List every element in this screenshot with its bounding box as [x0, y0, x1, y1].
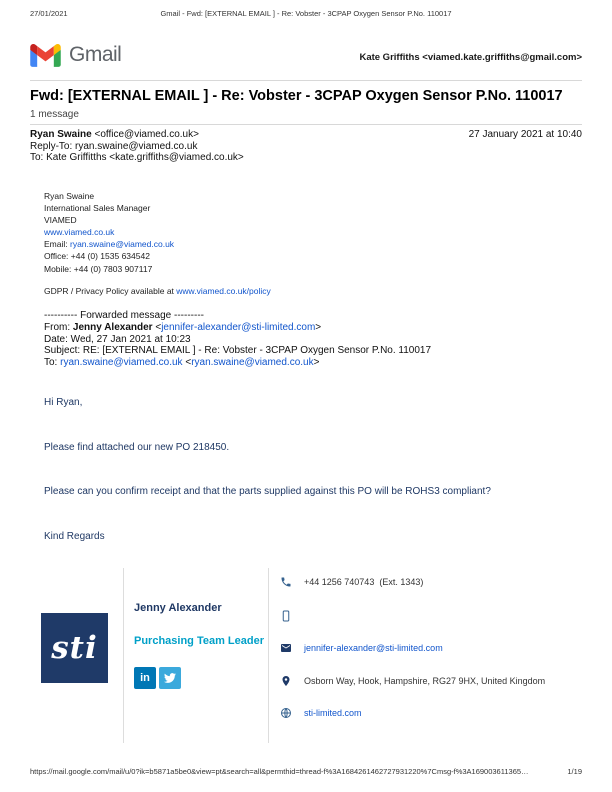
sender-signature — [44, 190, 271, 297]
gdpr-policy-link[interactable]: www.viamed.co.uk/policy — [176, 285, 271, 296]
signature-email-link[interactable]: jennifer-alexander@sti-limited.com — [304, 643, 443, 653]
message-count: 1 message — [30, 109, 79, 120]
sti-logo: sti — [41, 613, 108, 683]
globe-icon — [280, 707, 292, 719]
email-body — [44, 397, 572, 575]
forwarded-subject-line: Subject: RE: [EXTERNAL EMAIL ] - Re: Vobster - 3CPAP Oxygen Sensor P.No. 110017 — [44, 345, 432, 357]
forwarded-to-label: To: — [44, 357, 61, 369]
sender-sig-website-link[interactable]: www.viamed.co.uk — [44, 227, 115, 238]
forwarded-divider: ---------- Forwarded message --------- — [44, 310, 204, 321]
forwarded-from-email-link[interactable]: jennifer-alexander@sti-limited.com — [161, 321, 316, 333]
message-date: 27 January 2021 at 10:40 — [468, 129, 582, 140]
gdpr-line — [44, 285, 271, 297]
twitter-icon[interactable] — [159, 667, 181, 689]
body-greeting: Hi Ryan, — [44, 397, 83, 408]
signature-address: Osborn Way, Hook, Hampshire, RG27 9HX, United Kingdom — [304, 676, 546, 686]
email-label: Email: — [44, 239, 70, 250]
sender-sig-email-link[interactable]: ryan.swaine@viamed.co.uk — [69, 239, 175, 250]
bracket: < — [182, 357, 192, 369]
forwarded-to-link-2[interactable]: ryan.swaine@viamed.co.uk — [191, 357, 314, 369]
signature-divider-2 — [268, 568, 269, 743]
brand-row — [30, 43, 582, 73]
print-footer-page: 1/19 — [567, 767, 582, 776]
contact-mobile-row — [280, 610, 304, 622]
forwarded-from-label: From: — [44, 321, 73, 333]
divider-subject — [30, 124, 582, 125]
phone-icon — [280, 576, 292, 588]
body-line-confirm: Please can you confirm receipt and that the parts supplied against this PO will be ROHS3 compliant? — [44, 486, 491, 497]
bracket: > — [313, 357, 320, 369]
contact-email-row — [280, 642, 443, 654]
from-name: Ryan Swaine — [30, 129, 92, 140]
signature-divider-1 — [123, 568, 124, 743]
from-email: <office@viamed.co.uk> — [91, 129, 199, 140]
to-line: To: Kate Griffitths <kate.griffiths@viamed.co.uk> — [30, 152, 244, 163]
contact-website-row — [280, 707, 362, 719]
linkedin-icon[interactable]: in — [134, 667, 156, 689]
signature-role: Purchasing Team Leader — [134, 635, 265, 647]
sender-sig-name: Ryan Swaine — [44, 191, 95, 201]
print-header-title: Gmail - Fwd: [EXTERNAL EMAIL ] - Re: Vobster - 3CPAP Oxygen Sensor P.No. 110017 — [160, 9, 452, 18]
forwarded-to-link[interactable]: ryan.swaine@viamed.co.uk — [60, 357, 183, 369]
print-header-date: 27/01/2021 — [30, 9, 68, 18]
body-line-po: Please find attached our new PO 218450. — [44, 441, 230, 453]
sender-sig-company: VIAMED — [44, 215, 77, 226]
contact-phone-row — [280, 576, 423, 588]
forwarded-to-line — [44, 357, 578, 369]
social-icons — [134, 667, 181, 689]
mobile-phone-icon — [280, 610, 292, 622]
contact-address-row — [280, 675, 545, 687]
sender-sig-mobile: Mobile: +44 (0) 7803 907117 — [44, 263, 153, 274]
signature-name: Jenny Alexander — [134, 602, 222, 614]
sender-sig-email-line — [44, 238, 271, 250]
gmail-m-icon — [30, 44, 61, 67]
reply-to-line: Reply-To: ryan.swaine@viamed.co.uk — [30, 140, 198, 152]
envelope-icon — [280, 642, 292, 654]
gmail-logo — [30, 43, 121, 67]
bracket: > — [315, 321, 322, 333]
bracket: < — [152, 321, 162, 333]
forwarded-header — [44, 310, 578, 369]
gmail-wordmark: Gmail — [69, 43, 122, 66]
forwarded-from-name: Jenny Alexander — [72, 321, 153, 333]
sender-sig-office: Office: +44 (0) 1535 634542 — [44, 251, 150, 262]
print-header — [30, 9, 582, 18]
sender-sig-role: International Sales Manager — [44, 203, 151, 214]
account-identity: Kate Griffiths <viamed.kate.griffiths@gmail.com> — [359, 52, 582, 63]
forwarded-date-line: Date: Wed, 27 Jan 2021 at 10:23 — [44, 333, 191, 345]
divider-top — [30, 80, 582, 81]
sti-signature-card — [30, 565, 590, 747]
body-closing: Kind Regards — [44, 530, 105, 542]
print-footer — [30, 767, 582, 778]
gdpr-label: GDPR / Privacy Policy available at — [44, 285, 177, 296]
message-header — [30, 129, 582, 164]
signature-website-link[interactable]: sti-limited.com — [304, 708, 362, 718]
email-subject: Fwd: [EXTERNAL EMAIL ] - Re: Vobster - 3CPAP Oxygen Sensor P.No. 110017 — [30, 88, 563, 104]
phone-number: +44 1256 740743 (Ext. 1343) — [304, 577, 424, 587]
forwarded-from-line — [44, 322, 578, 334]
print-footer-url: https://mail.google.com/mail/u/0?ik=b5871a5be0&view=pt&search=all&permthid=thread-f%3A1684261462727931220%7Cmsg-f%3A169003611365… — [30, 767, 529, 776]
location-pin-icon — [280, 675, 292, 687]
